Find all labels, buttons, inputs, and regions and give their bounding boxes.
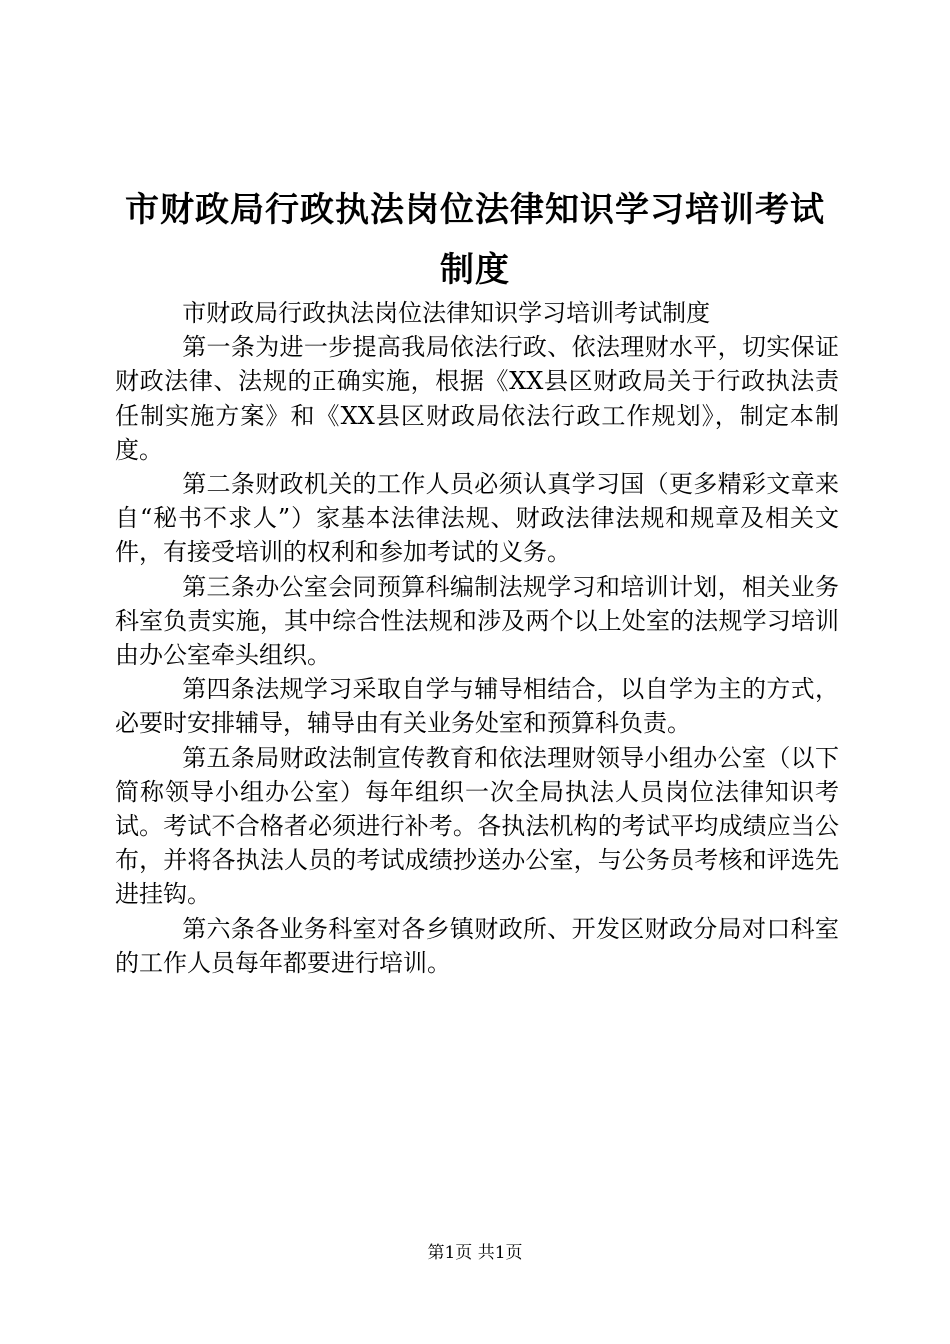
paragraph-article-5: 第五条局财政法制宣传教育和依法理财领导小组办公室（以下简称领导小组办公室）每年组织一次全局执法人员岗位法律知识考试。考试不合格者必须进行补考。各执法机构的考试平均成绩应当公布，并将各执法人员的考试成绩抄送办公室，与公务员考核和评选先进挂钩。	[115, 743, 839, 909]
paragraph-article-1: 第一条为进一步提高我局依法行政、依法理财水平，切实保证财政法律、法规的正确实施，根据《XX县区财政局关于行政执法责任制实施方案》和《XX县区财政局依法行政工作规划》，制定本制度。	[115, 333, 839, 464]
paragraph-article-2: 第二条财政机关的工作人员必须认真学习国（更多精彩文章来自“秘书不求人”）家基本法律法规、财政法律法规和规章及相关文件，有接受培训的权利和参加考试的义务。	[115, 470, 839, 567]
paragraph-subtitle: 市财政局行政执法岗位法律知识学习培训考试制度	[182, 299, 711, 327]
paragraph-article-6: 第六条各业务科室对各乡镇财政所、开发区财政分局对口科室的工作人员每年都要进行培训。	[115, 914, 839, 977]
document-title: 市财政局行政执法岗位法律知识学习培训考试制度	[125, 190, 825, 290]
page-footer: 第1页 共1页	[427, 1243, 523, 1263]
paragraph-article-4: 第四条法规学习采取自学与辅导相结合，以自学为主的方式，必要时安排辅导，辅导由有关业务处室和预算科负责。	[115, 675, 839, 738]
paragraph-article-3: 第三条办公室会同预算科编制法规学习和培训计划，相关业务科室负责实施，其中综合性法规和涉及两个以上处室的法规学习培训由办公室牵头组织。	[115, 572, 839, 670]
document-body	[115, 296, 839, 980]
